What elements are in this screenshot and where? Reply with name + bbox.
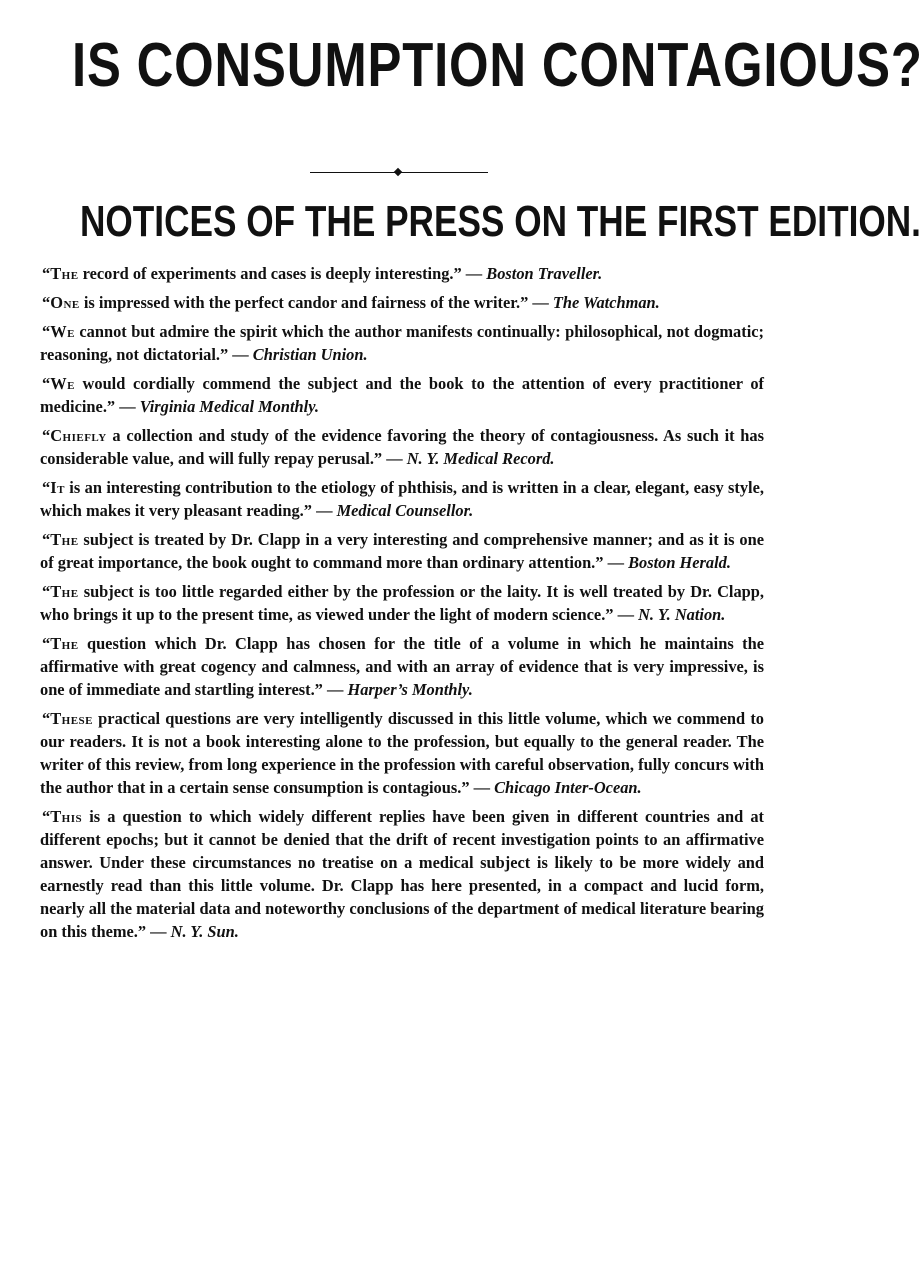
notice-lead: We xyxy=(50,322,75,341)
notice-lead: These xyxy=(50,709,93,728)
press-notice: “These practical questions are very intelligently discussed in this little volume, which we commend to our readers. It is not a book interesting alone to the profession, but equally to the general reader. The writer of this review, from long experience in the profession with careful observation, fully concurs with the author that in a certain sense consumption is contagious.” — Chicago Inter-Ocean. xyxy=(40,709,764,797)
press-notice: “Chiefly a collection and study of the evidence favoring the theory of contagiousness. As such it has considerable value, and will fully repay perusal.” — N. Y. Medical Record. xyxy=(40,426,764,468)
section-heading: NOTICES OF THE PRESS ON THE FIRST EDITION. xyxy=(80,197,921,246)
notice-source: Medical Counsellor. xyxy=(336,501,474,520)
notice-lead: We xyxy=(50,374,75,393)
notice-source: Virginia Medical Monthly. xyxy=(139,397,319,416)
ornamental-rule xyxy=(310,172,488,173)
notice-source: Boston Traveller. xyxy=(486,264,603,283)
notice-text: is an interesting contribution to the etiology of phthisis, and is written in a clear, elegant, easy style, which makes it very pleasant reading.” — xyxy=(40,478,764,520)
notice-lead: The xyxy=(50,264,79,283)
press-notice: “We would cordially commend the subject and the book to the attention of every practitioner of medicine.” — Virginia Medical Monthly. xyxy=(40,374,764,416)
press-notice: “The question which Dr. Clapp has chosen for the title of a volume in which he maintains the affirmative with great cogency and calmness, and with an array of evidence that is very impressive, is one of immediate and startling interest.” — Harper’s Monthly. xyxy=(40,634,764,699)
notice-text: is a question to which widely different replies have been given in different countries and at different epochs; but it cannot be denied that the drift of recent investigation points to an affirmative answer. Under these circumstances no treatise on a medical subject is likely to be more widely and earnestly read than this little volume. Dr. Clapp has here presented, in a compact and lucid form, nearly all the material data and noteworthy conclusions of the department of medical literature bearing on this theme.” — xyxy=(40,807,764,941)
notice-lead: One xyxy=(50,293,80,312)
notice-text: practical questions are very intelligently discussed in this little volume, which we commend to our readers. It is not a book interesting alone to the profession, but equally to the general reader. The writer of this review, from long experience in the profession with careful observation, fully concurs with the author that in a certain sense consumption is contagious.” — xyxy=(40,709,764,797)
notice-lead: This xyxy=(50,807,83,826)
notice-lead: The xyxy=(50,582,79,601)
press-notice: “The record of experiments and cases is deeply interesting.” — Boston Traveller. xyxy=(42,264,603,283)
notice-source: Harper’s Monthly. xyxy=(347,680,473,699)
notice-text: is impressed with the perfect candor and fairness of the writer.” — xyxy=(79,293,553,312)
press-notice: “We cannot but admire the spirit which the author manifests continually: philosophical, not dogmatic; reasoning, not dictatorial.” — Christian Union. xyxy=(40,322,764,364)
press-notice: “This is a question to which widely different replies have been given in different countries and at different epochs; but it cannot be denied that the drift of recent investigation points to an affirmative answer. Under these circumstances no treatise on a medical subject is likely to be more widely and earnestly read than this little volume. Dr. Clapp has here presented, in a compact and lucid form, nearly all the material data and noteworthy conclusions of the department of medical literature bearing on this theme.” — N. Y. Sun. xyxy=(40,807,764,941)
notice-text: subject is too little regarded either by the profession or the laity. It is well treated by Dr. Clapp, who brings it up to the present time, as viewed under the light of modern science.” — xyxy=(40,582,764,624)
notice-text: subject is treated by Dr. Clapp in a very interesting and comprehensive manner; and as it is one of great importance, the book ought to command more than ordinary attention.” — xyxy=(40,530,764,572)
press-notices xyxy=(40,262,764,949)
notice-text: question which Dr. Clapp has chosen for the title of a volume in which he maintains the affirmative with great cogency and calmness, and with an array of evidence that is very impressive, is one of immediate and startling interest.” — xyxy=(40,634,764,699)
notice-source: N. Y. Nation. xyxy=(638,605,726,624)
notice-source: N. Y. Sun. xyxy=(170,922,239,941)
diamond-ornament-icon xyxy=(394,168,402,176)
notice-text: a collection and study of the evidence favoring the theory of contagiousness. As such it has considerable value, and will fully repay perusal.” — xyxy=(40,426,764,468)
notice-text: would cordially commend the subject and the book to the attention of every practitioner of medicine.” — xyxy=(40,374,764,416)
notice-lead: Chiefly xyxy=(50,426,107,445)
notice-source: The Watchman. xyxy=(552,293,660,312)
press-notice: “It is an interesting contribution to the etiology of phthisis, and is written in a clear, elegant, easy style, which makes it very pleasant reading.” — Medical Counsellor. xyxy=(40,478,764,520)
notice-text: cannot but admire the spirit which the author manifests continually: philosophical, not dogmatic; reasoning, not dictatorial.” — xyxy=(40,322,764,364)
notice-source: N. Y. Medical Record. xyxy=(406,449,555,468)
notice-source: Chicago Inter-Ocean. xyxy=(494,778,642,797)
page-title: IS CONSUMPTION CONTAGIOUS? xyxy=(72,31,923,100)
notice-lead: The xyxy=(50,530,79,549)
notice-source: Christian Union. xyxy=(252,345,368,364)
notice-lead: It xyxy=(50,478,65,497)
notice-source: Boston Herald. xyxy=(628,553,731,572)
press-notice: “The subject is treated by Dr. Clapp in a very interesting and comprehensive manner; and as it is one of great importance, the book ought to command more than ordinary attention.” — Boston Herald. xyxy=(40,530,764,572)
notice-lead: The xyxy=(50,634,79,653)
press-notice: “One is impressed with the perfect candor and fairness of the writer.” — The Watchman. xyxy=(42,293,660,312)
notice-text: record of experiments and cases is deeply interesting.” — xyxy=(78,264,487,283)
press-notice: “The subject is too little regarded either by the profession or the laity. It is well treated by Dr. Clapp, who brings it up to the present time, as viewed under the light of modern science.” — N. Y. Nation. xyxy=(40,582,764,624)
